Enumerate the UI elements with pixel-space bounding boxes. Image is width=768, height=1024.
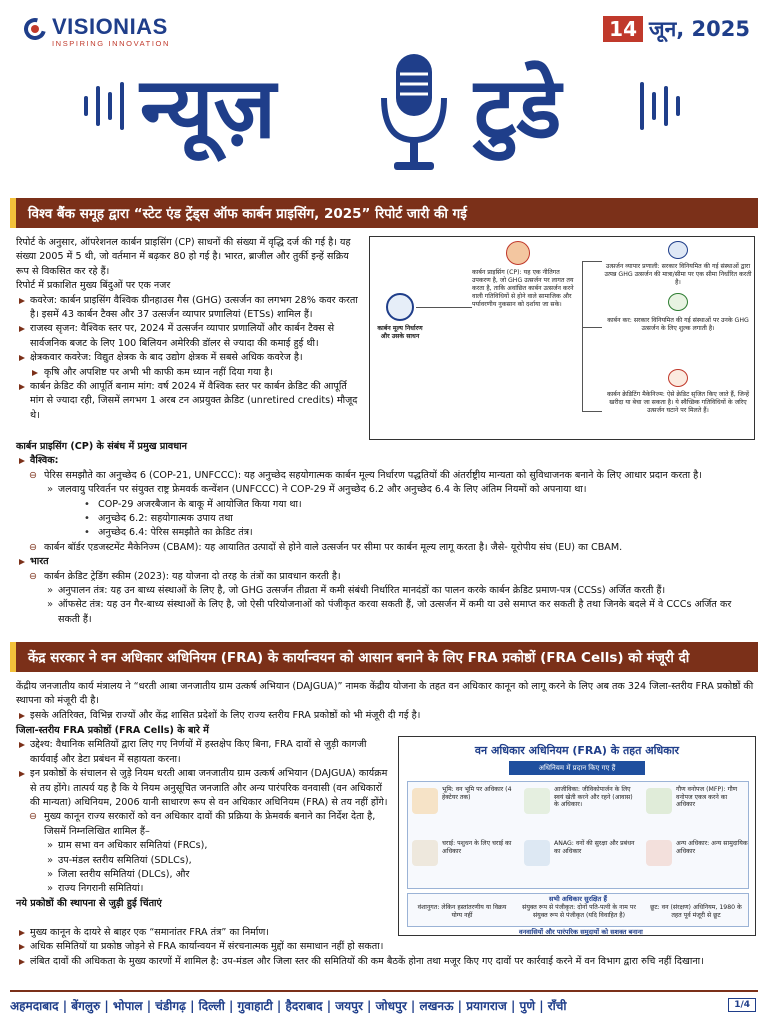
sound-wave-left-icon xyxy=(80,80,136,132)
article-2-intro-block xyxy=(16,680,756,723)
list-item: » अनुपालन तंत्र: यह उन बाध्य संस्थाओं के लिए है, जो GHG उत्सर्जन तीव्रता में कमी संबंधी निर्धारित मानदंडों का पालन करके कार्बन क्रेडिट प्रमाण-पत्र (CCSs) अर्जित करती हैं। xyxy=(16,584,756,598)
issue-date xyxy=(603,16,750,42)
carbon-cloud-icon xyxy=(386,293,414,321)
common-hereditary: वंशानुगत: लेकिन हस्तांतरणीय या विक्रय योग्य नहीं xyxy=(417,904,507,919)
list-item: ⊖ मुख्य कानून राज्य सरकारों को वन अधिकार दावों की प्रक्रिया के फ्रेमवर्क बनाने का निर्देश देता है, जिसमें निम्नलिखित शामिल हैं– xyxy=(16,810,392,839)
unfccc-list xyxy=(16,483,756,497)
connector-line xyxy=(582,411,602,412)
findings-sublist xyxy=(16,366,362,380)
logo-tagline: INSPIRING INNOVATION xyxy=(52,39,170,48)
findings-list-2 xyxy=(16,380,362,423)
right-grazing: चराई: पशुधन के लिए चराई का अधिकार xyxy=(442,840,512,855)
ccts-mechanisms xyxy=(16,584,756,627)
findings-heading: रिपोर्ट में प्रकाशित मुख्य बिंदुओं पर एक नजर xyxy=(16,280,171,292)
article-2-title: केंद्र सरकार ने वन अधिकार अधिनियम (FRA) के कार्यान्वयन को आसान बनाने के लिए FRA प्रकोष्ठों (FRA Cells) को मंजूरी दी xyxy=(28,650,690,666)
common-rights-box xyxy=(407,893,749,927)
logo-icon xyxy=(20,16,50,42)
common-joint: संयुक्त रूप से पंजीकृत: दोनों पति-पत्नी के नाम पर संयुक्त रूप से पंजीकृत (यदि विवाहित है) xyxy=(522,904,636,919)
list-item: अधिक समितियों या प्रकोष्ठ जोड़ने से FRA कार्यान्वयन में संरचनात्मक मुद्दों का समाधान नहीं हो सकता। xyxy=(16,940,756,954)
global-list xyxy=(16,454,756,468)
list-item: क्षेत्रकवार कवरेज: विद्युत क्षेत्रक के बाद उद्योग क्षेत्रक में सबसे अधिक कवरेज है। xyxy=(16,351,362,365)
livelihood-icon xyxy=(524,788,550,814)
fra-rights-diagram xyxy=(398,736,756,936)
law-list xyxy=(16,810,392,839)
logo[interactable] xyxy=(20,16,170,48)
industry-icon xyxy=(506,241,530,265)
footer xyxy=(10,990,758,1018)
fra-diagram-subtitle: अधिनियम में प्रदान किए गए हैं xyxy=(509,761,645,775)
list-item: » जलवायु परिवर्तन पर संयुक्त राष्ट्र फ्रेमवर्क कन्वेंशन (UNFCCC) ने COP-29 में अनुच्छेद 6.2 और अनुच्छेद 6.4 के लिए अंतिम नियमों को अपनाया था। xyxy=(16,483,756,497)
connector-line xyxy=(582,261,583,411)
page-number: 1/4 xyxy=(728,998,756,1012)
intro-list xyxy=(16,709,756,723)
city-list: अहमदाबाद | बेंगलुरु | भोपाल | चंडीगढ़ | दिल्ली | गुवाहाटी | हैदराबाद | जयपुर | जोधपुर | लखनऊ | प्रयागराज | पुणे | राँची xyxy=(10,998,567,1013)
date-day: 14 xyxy=(603,16,643,42)
diagram-item-tax: कार्बन कर: सरकार विनियमित की गई संस्थाओं पर उनके GHG उत्सर्जन के लिए शुल्क लगाती है। xyxy=(607,317,749,332)
list-item: ⊖ पेरिस समझौते का अनुच्छेद 6 (COP-21, UNFCCC): यह अनुच्छेद सहयोगात्मक कार्बन मूल्य निर्धारण पद्धतियों की अंतर्राष्ट्रीय मान्यता को सुविधाजनक बनाने के लिए आधार प्रदान करता है। xyxy=(16,469,756,483)
provisions-heading: कार्बन प्राइसिंग (CP) के संबंध में प्रमुख प्रावधान xyxy=(16,441,187,452)
land-icon xyxy=(412,788,438,814)
list-item: मुख्य कानून के दायरे से बाहर एक “समानांतर FRA तंत्र” का निर्माण। xyxy=(16,926,756,940)
date-month-year: जून, 2025 xyxy=(649,17,750,41)
protection-icon xyxy=(524,840,550,866)
list-item: ⊖ कार्बन क्रेडिट ट्रेडिंग स्कीम (2023): यह योजना दो तरह के तंत्रों का प्रावधान करती है। xyxy=(16,570,756,584)
connector-line xyxy=(416,307,472,308)
emission-trading-icon xyxy=(668,241,688,259)
rights-grid xyxy=(407,781,749,889)
sound-wave-right-icon xyxy=(630,80,686,132)
carbon-credit-icon xyxy=(668,369,688,387)
logo-name: VISIONIAS xyxy=(52,14,168,39)
diagram-item-credit: कार्बन क्रेडिटिंग मैकेनिज्म: ऐसे क्रेडिट सृजित किए जाते हैं, जिन्हें खरीदा या बेचा जा सकता है। ये स्वैच्छिक गतिविधियों के जरिए उत्सर्जन घटाने पर मिलते हैं। xyxy=(606,391,750,414)
list-item: » ऑफसेट तंत्र: यह उन गैर-बाध्य संस्थाओं के लिए है, जो ऐसी परियोजनाओं को पंजीकृत करवा सकती हैं, जो उत्सर्जन में कमी या उसे समाप्त कर सकती है तथा जिनके बदले में वे CCCs अर्जित कर सकती हैं। xyxy=(16,598,756,627)
article-1-intro: रिपोर्ट के अनुसार, ऑपरेशनल कार्बन प्राइसिंग (CP) साधनों की संख्या में वृद्धि दर्ज की गई है। यह संख्या 2005 में 5 थी, जो वर्तमान में बढ़कर 80 हो गई है। भारत, ब्राजील और तुर्की इन्हें सक्रिय रूप से विकसित कर रहे हैं। xyxy=(16,237,351,277)
masthead xyxy=(0,48,768,180)
common-rights-title: सभी अधिकार सुरक्षित हैं xyxy=(549,895,607,903)
right-other: अन्य अधिकार: अन्य सामुदायिक अधिकार xyxy=(676,840,748,855)
article-2-cells-block xyxy=(16,724,392,911)
list-item: कवरेज: कार्बन प्राइसिंग वैश्विक ग्रीनहाउस गैस (GHG) उत्सर्जन का लगभग 28% कवर करता है। इसमें 43 कार्बन टैक्स और 37 उत्सर्जन व्यापार प्रणालियां (ETSs) शामिल हैं। xyxy=(16,294,362,323)
right-livelihood: आजीविका: जीविकोपार्जन के लिए स्वयं खेती करने और रहने (आवास) के अधिकार। xyxy=(554,786,633,809)
ccts-list xyxy=(16,570,756,584)
common-exemption: छूट: वन (संरक्षण) अधिनियम, 1980 के तहत पूर्व मंजूरी से छूट xyxy=(650,904,742,919)
connector-line xyxy=(582,261,602,262)
list-item: • अनुच्छेद 6.2: सहयोगात्मक उपाय तथा xyxy=(16,512,756,526)
masthead-title-right: टुडे xyxy=(474,59,562,157)
fra-diagram-title: वन अधिकार अधिनियम (FRA) के तहत अधिकार xyxy=(474,744,680,757)
diagram-center-label: कार्बन मूल्य निर्धारण और उसके साधन xyxy=(377,325,423,340)
list-item: • अनुच्छेद 6.4: पेरिस समझौते का क्रेडिट तंत्र। xyxy=(16,526,756,540)
grazing-icon xyxy=(412,840,438,866)
carbon-tax-icon xyxy=(668,293,688,311)
list-item: » ग्राम सभा वन अधिकार समितियां (FRCs), xyxy=(16,839,392,853)
cells-heading: जिला-स्तरीय FRA प्रकोष्ठों (FRA Cells) के बारे में xyxy=(16,725,209,736)
cop-list xyxy=(16,498,756,541)
list-item: राजस्व सृजन: वैश्विक स्तर पर, 2024 में उत्सर्जन व्यापार प्रणालियों और कार्बन टैक्स से सार्वजनिक बजट के लिए 100 बिलियन अमेरिकी डॉलर से ज्यादा की कमाई हुई थी। xyxy=(16,322,362,351)
list-item: » राज्य निगरानी समितियां। xyxy=(16,882,392,896)
carbon-pricing-diagram xyxy=(369,236,755,440)
article-2-intro: केंद्रीय जनजातीय कार्य मंत्रालय ने “धरती आबा जनजातीय ग्राम उत्कर्ष अभियान (DAJGUA)” नामक केंद्रीय योजना के तहत वन अधिकार कानून को लागू करने के लिए अब तक 324 जिला-स्तरीय FRA प्रकोष्ठों की स्थापना को मंजूरी दी है। xyxy=(16,681,754,707)
list-item: इसके अतिरिक्त, विभिन्न राज्यों और केंद्र शासित प्रदेशों के लिए राज्य स्तरीय FRA प्रकोष्ठों को भी मंजूरी दी गई है। xyxy=(16,709,756,723)
list-item: कार्बन क्रेडिट की आपूर्ति बनाम मांग: वर्ष 2024 में वैश्विक स्तर पर कार्बन क्रेडिट की आपूर्ति मांग से ज्यादा रही, जिसमें लगभग 1 अरब टन अप्रयुक्त क्रेडिट (unretired credits) मौजूद थे। xyxy=(16,380,362,423)
connector-line xyxy=(582,327,602,328)
paris-list xyxy=(16,469,756,483)
list-item: कृषि और अपशिष्ट पर अभी भी काफी कम ध्यान नहीं दिया गया है। xyxy=(16,366,362,380)
list-item: लंबित दावों की अधिकता के मुख्य कारणों में शामिल है: उप-मंडल और जिला स्तर की समितियों की कम बैठकें होना तथा मजूर किए गए दावों पर कार्रवाई करने में वन विभाग द्वारा रुचि नहीं दिखाना। xyxy=(16,955,756,969)
article-2-title-banner xyxy=(10,642,758,672)
committees-list xyxy=(16,839,392,897)
diagram-item-ets: उत्सर्जन व्यापार प्रणाली: सरकार विनियमित की गई संस्थाओं द्वारा उत्पन्न GHG उत्सर्जन की मात्रा/सीमा पर एक सीमा निर्धारित करती है। xyxy=(604,263,752,286)
list-item: उद्देश्य: वैधानिक समितियों द्वारा लिए गए निर्णयों में हस्तक्षेप किए बिना, FRA दावों से जुड़ी कागजी कार्यवाई और डेटा प्रबंधन में सहायता करना। xyxy=(16,738,392,767)
forest-produce-icon xyxy=(646,788,672,814)
cbam-list xyxy=(16,541,756,555)
right-land: भूमि: वन भूमि पर अधिकार (4 हेक्टेयर तक) xyxy=(442,786,512,801)
article-1-intro-block xyxy=(16,236,362,423)
list-item: भारत xyxy=(16,555,756,569)
microphone-icon xyxy=(376,50,452,178)
masthead-title-left: न्यूज़ xyxy=(140,59,276,157)
right-anag: ANAG: वनों की सुरक्षा और प्रबंधन का अधिकार xyxy=(554,840,635,855)
article-1-title-banner xyxy=(10,198,758,228)
list-item: ⊖ कार्बन बॉर्डर एडजस्टमेंट मैकेनिज्म (CBAM): यह आयातित उत्पादों से होने वाले उत्सर्जन पर सीमा पर कार्बन मूल्य लागू करता है। जैसे- यूरोपीय संघ (EU) का CBAM. xyxy=(16,541,756,555)
list-item: • COP-29 अजरबैजान के बाकू में आयोजित किया गया था। xyxy=(16,498,756,512)
list-item: इन प्रकोष्ठों के संचालन से जुड़े नियम धरती आबा जनजातीय ग्राम उत्कर्ष अभियान (DAJGUA) कार्यक्रम से तय होंगे। तात्पर्य यह है कि ये नियम अनुसूचित जनजाति और अन्य पारंपरिक वनवासी (वन अधिकारों की मान्यता) अधिनियम, 2006 यानी साधारण रूप से वन अधिकार अधिनियम (FRA) से तय नहीं होंगे। xyxy=(16,767,392,810)
article-1-provisions-block xyxy=(16,440,756,627)
list-item: वैश्विक: xyxy=(16,454,756,468)
article-1-title: विश्व बैंक समूह द्वारा “स्टेट एंड ट्रेंड्स ऑफ कार्बन प्राइसिंग, 2025” रिपोर्ट जारी की गई xyxy=(28,206,467,222)
fra-diagram-footer: वनवासियों और पारंपरिक समुदायों को सशक्त बनाना xyxy=(519,928,643,936)
right-mfp: गौण वनोपज (MFP): गौण वनोपज एकत्र करने का अधिकार xyxy=(676,786,738,809)
india-list xyxy=(16,555,756,569)
header xyxy=(0,0,768,186)
community-icon xyxy=(646,840,672,866)
findings-list xyxy=(16,294,362,366)
list-item: » जिला स्तरीय समितियां (DLCs), और xyxy=(16,868,392,882)
cp-definition: कार्बन प्राइसिंग (CP): यह एक नीतिगत उपकरण है, जो GHG उत्सर्जन पर लागत तय करता है, ताकि अवांछित कार्बन उत्सर्जन करने वाली गतिविधियों से होने वाले सामाजिक और पर्यावरणीय नुकसान को दर्शाया जा सके। xyxy=(472,269,574,308)
cells-list xyxy=(16,738,392,810)
list-item: » उप-मंडल स्तरीय समितियां (SDLCs), xyxy=(16,854,392,868)
concerns-heading: नये प्रकोष्ठों की स्थापना से जुड़ी हुई चिंताएं xyxy=(16,897,162,909)
